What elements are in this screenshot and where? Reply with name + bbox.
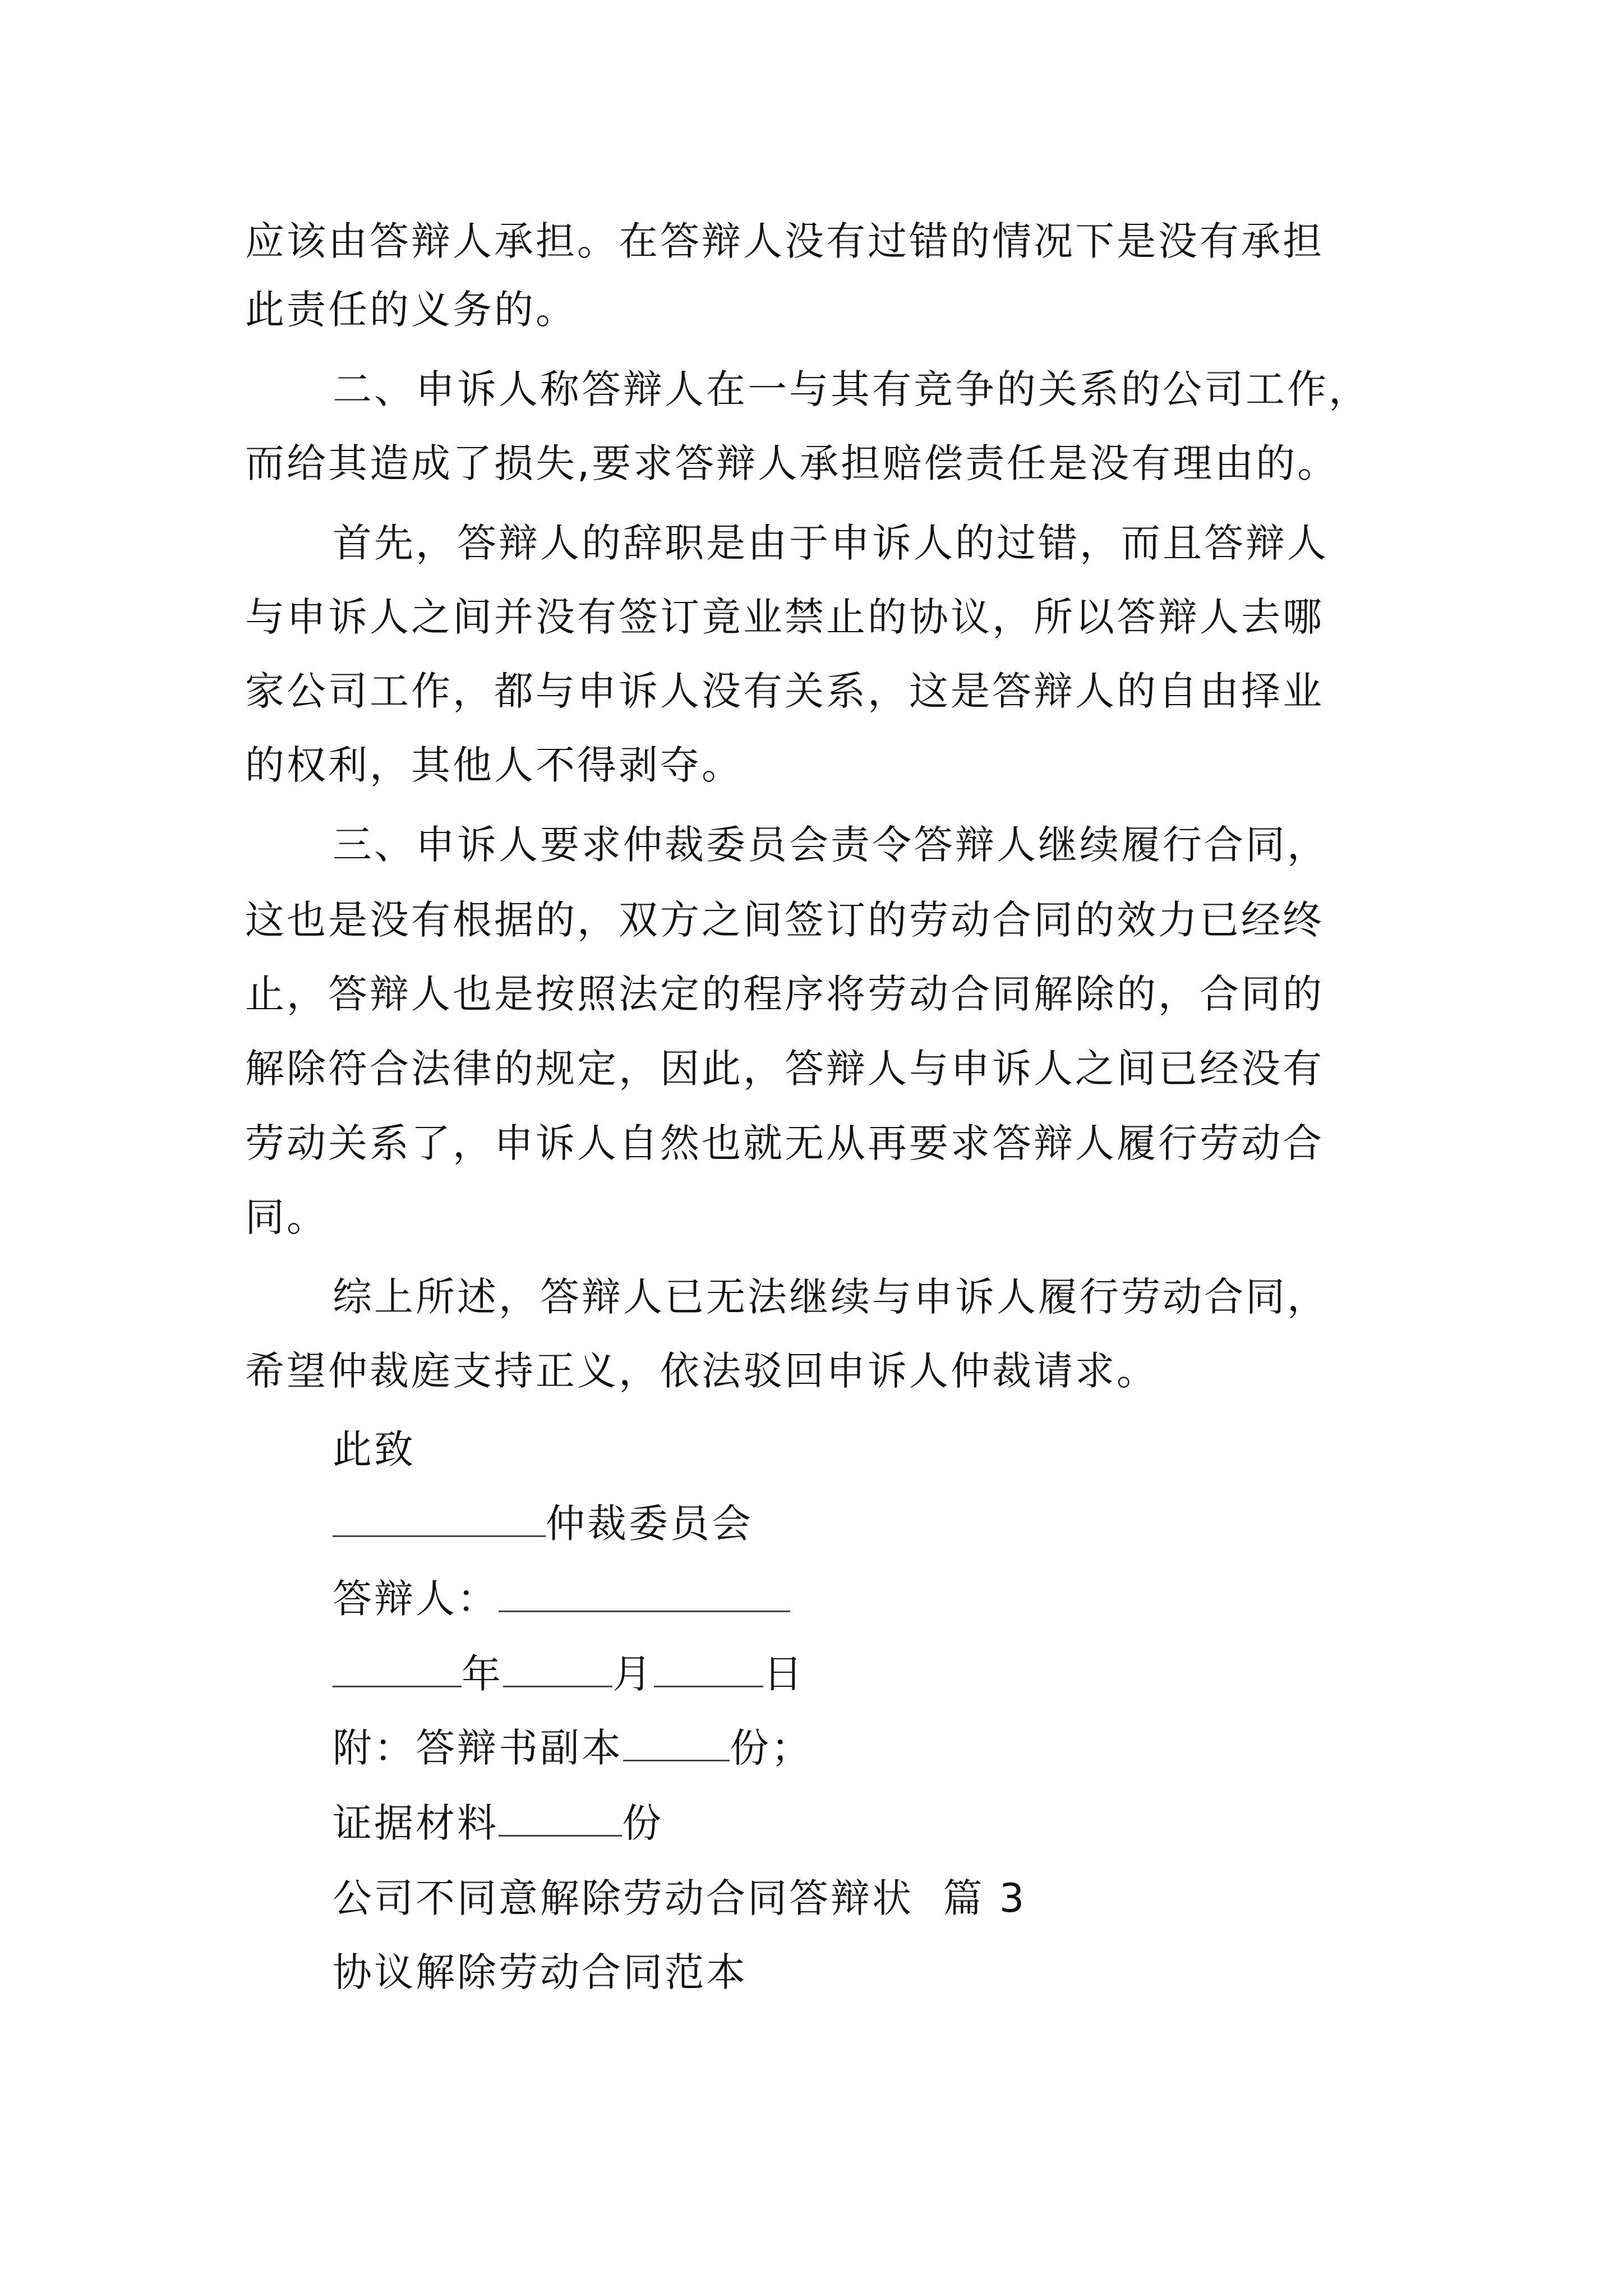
section-heading: 公司不同意解除劳动合同答辩状 篇 3 <box>333 1875 1027 1921</box>
conclusion-line: 综上所述，答辩人已无法继续与申诉人履行劳动合同， <box>333 1274 1329 1320</box>
point-two-line: 二、申诉人称答辩人在一与其有竞争的关系的公司工作， <box>333 366 1370 412</box>
point-three-line: 解除符合法律的规定，因此，答辩人与申诉人之间已经没有 <box>245 1046 1324 1092</box>
section-subheading: 协议解除劳动合同范本 <box>333 1949 748 1995</box>
evidence-line <box>333 1795 663 1851</box>
date-line <box>333 1646 805 1702</box>
first-reason-line: 家公司工作，都与申诉人没有关系，这是答辩人的自由择业 <box>245 668 1324 714</box>
first-reason-line: 与申诉人之间并没有签订竟业禁止的协议，所以答辩人去哪 <box>245 594 1324 640</box>
respondent-blank <box>499 1573 790 1612</box>
body-text-line: 此责任的义务的。 <box>245 287 577 333</box>
year-label: 年 <box>462 1651 503 1697</box>
committee-line <box>333 1496 753 1552</box>
point-three-line: 同。 <box>245 1194 328 1240</box>
point-three-line: 三、申诉人要求仲裁委员会责令答辩人继续履行合同， <box>333 822 1329 868</box>
point-two-line: 而给其造成了损失,要求答辩人承担赔偿责任是没有理由的。 <box>245 440 1339 486</box>
attachment-line <box>333 1720 813 1776</box>
salutation: 此致 <box>333 1427 416 1473</box>
evidence-count-blank <box>499 1798 622 1837</box>
body-text-line: 应该由答辩人承担。在答辩人没有过错的情况下是没有承担 <box>245 218 1324 264</box>
evidence-suffix: 份 <box>622 1800 663 1846</box>
respondent-label: 答辩人： <box>333 1576 499 1622</box>
month-label: 月 <box>612 1651 654 1697</box>
first-reason-line: 的权利，其他人不得剥夺。 <box>245 742 743 788</box>
attachment-prefix: 附：答辩书副本 <box>333 1725 623 1771</box>
committee-suffix: 仲裁委员会 <box>546 1501 753 1547</box>
respondent-line <box>333 1571 790 1627</box>
point-three-line: 这也是没有根据的，双方之间签订的劳动合同的效力已经终 <box>245 897 1324 943</box>
point-three-line: 止，答辩人也是按照法定的程序将劳动合同解除的，合同的 <box>245 971 1324 1017</box>
conclusion-line: 希望仲裁庭支持正义，依法驳回申诉人仲裁请求。 <box>245 1348 1158 1394</box>
attachment-suffix: 份； <box>730 1725 813 1771</box>
evidence-prefix: 证据材料 <box>333 1800 499 1846</box>
first-reason-line: 首先，答辩人的辞职是由于申诉人的过错，而且答辩人 <box>333 520 1329 566</box>
year-blank <box>333 1649 462 1687</box>
attachment-count-blank <box>623 1723 730 1761</box>
committee-name-blank <box>333 1498 546 1537</box>
day-label: 日 <box>763 1651 805 1697</box>
month-blank <box>503 1649 612 1687</box>
day-blank <box>654 1649 763 1687</box>
point-three-line: 劳动关系了，申诉人自然也就无从再要求答辩人履行劳动合 <box>245 1120 1324 1166</box>
